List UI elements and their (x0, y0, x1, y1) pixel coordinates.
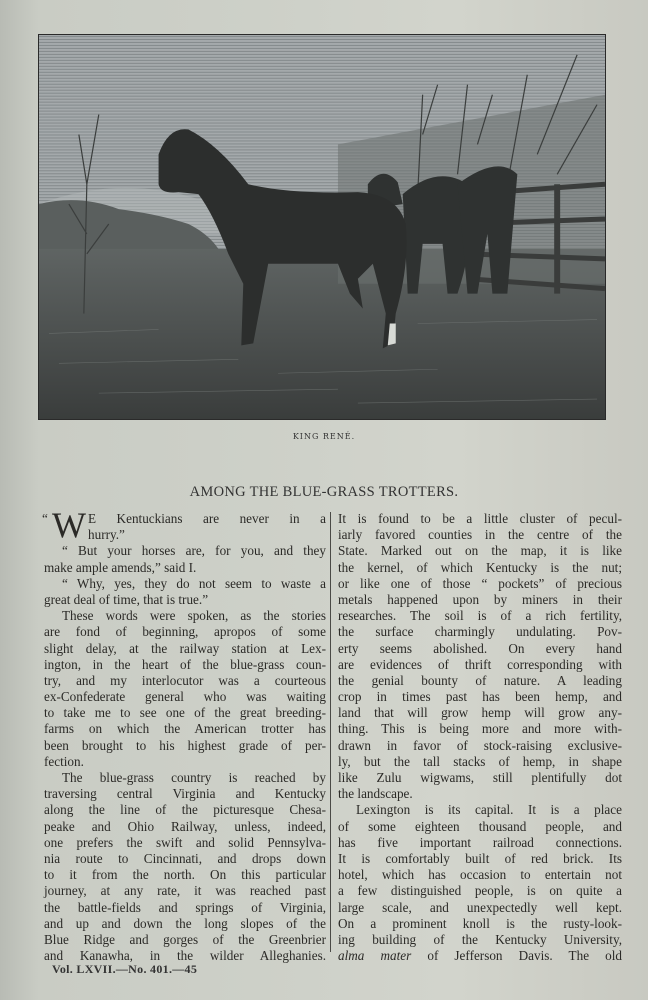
text-line: the genial bounty of nature. A leading (338, 672, 622, 688)
text-fragment: of Jefferson Davis. The old (411, 948, 622, 964)
text-line: ly, but the tall stacks of hemp, in shape (338, 753, 622, 769)
text-line: the battle-fields and springs of Virginia, (44, 899, 326, 915)
text-line: fection. (44, 753, 84, 769)
horse-engraving-illustration (38, 34, 606, 420)
text-line: nia route to Cincinnati, and drops down (44, 850, 326, 866)
text-line: traversing central Virginia and Kentucky (44, 786, 326, 802)
right-column (338, 511, 622, 964)
text-line: the surface charmingly undulating. Pov- (338, 624, 622, 640)
text-line: peake and Ohio Railway, unless, indeed, (44, 818, 326, 834)
text-line: and up and down the long slopes of the (44, 915, 326, 931)
text-line: On a prominent knoll is the rusty-look- (338, 915, 622, 931)
text-line: journey, at any rate, it was reached past (44, 883, 326, 899)
text-line: E Kentuckians are never in a (88, 511, 326, 526)
text-line: like Zulu wigwams, still plentifully dot (338, 770, 622, 785)
article-title: AMONG THE BLUE-GRASS TROTTERS. (189, 484, 459, 500)
text-line: Lexington is its capital. It is a place (356, 802, 622, 818)
text-line: hotel, which has occasion to entertain not (338, 867, 622, 883)
text-line: drawn in favor of stock-raising exclusive- (338, 737, 622, 753)
text-line: are fond of beginning, apropos of some (44, 624, 326, 640)
text-line: The blue-grass country is reached by (62, 770, 326, 785)
italic-phrase: alma mater (338, 948, 412, 964)
text-line: iarly favored counties in the centre of the (338, 527, 622, 543)
text-line: to take me to see one of the great breeding- (44, 705, 326, 721)
text-line: to it from the north. On this particular (44, 867, 326, 883)
text-line: State. Marked out on the map, it is like (338, 543, 622, 559)
opening-quote-mark: “ (42, 511, 48, 526)
text-line: been brought to his highest grade of per- (44, 737, 326, 753)
text-line: of some eighteen thousand people, and (338, 818, 622, 834)
left-column (42, 505, 326, 964)
column-divider (330, 512, 331, 952)
text-line: erty seems abolished. On every hand (338, 640, 622, 656)
text-line: one prefers the swift and solid Pennsylva- (44, 834, 326, 850)
text-line: farms on which the American trotter has (44, 721, 326, 737)
text-line: slight delay, at the railway station at Lex- (44, 640, 326, 656)
text-line: researches. The soil is of a rich fertility, (338, 608, 622, 624)
text-line: has five important railroad connections. (338, 834, 622, 850)
text-line: ex-Confederate general who was waiting (44, 689, 326, 705)
text-line: try, and my interlocutor was a courteous (44, 672, 326, 688)
text-line: great deal of time, that is true.” (44, 591, 209, 607)
text-line: ing building of the Kentucky University, (338, 931, 622, 947)
text-line: along the line of the picturesque Chesa- (44, 802, 326, 818)
text-line: or like one of those “ pockets” of precious (338, 575, 622, 591)
text-line: thing. This is being more and more with- (338, 721, 622, 737)
drop-cap: W (52, 505, 86, 545)
illustration-caption: KING RENÉ. (292, 432, 356, 441)
text-line: land that will grow hemp will grow any- (338, 705, 622, 721)
text-line: ington, in the heart of the blue-grass coun- (44, 656, 326, 672)
text-line: It is found to be a little cluster of pecul- (338, 511, 622, 526)
text-line: “ Why, yes, they do not seem to waste a (62, 575, 326, 591)
text-line: Blue Ridge and gorges of the Greenbrier (44, 931, 326, 947)
engraving-drawing (39, 35, 605, 419)
text-line: It is comfortably built of red brick. Its (338, 850, 622, 866)
text-line: crop in times past has been hemp, and (338, 689, 622, 705)
text-line: are evidences of thrift corresponding with (338, 656, 622, 672)
text-line: large scale, and unexpectedly well kept. (338, 899, 622, 915)
text-line: and Kanawha, in the wilder Alleghanies. (44, 948, 326, 964)
text-line: the landscape. (338, 786, 413, 802)
text-line-final (338, 948, 622, 964)
text-line: the kernel, of which Kentucky is the nut; (338, 559, 622, 575)
text-line: metals happened upon by miners in their (338, 591, 622, 607)
text-line: “ But your horses are, for you, and they (62, 543, 326, 559)
text-line: a few distinguished people, is on quite a (338, 883, 622, 899)
text-line: These words were spoken, as the stories (62, 608, 326, 624)
page-footer-volume-number: Vol. LXVII.—No. 401.—45 (52, 962, 198, 976)
opening-paragraph (42, 505, 326, 545)
text-line: hurry.” (88, 527, 125, 543)
text-line: make ample amends,” said I. (44, 559, 197, 575)
